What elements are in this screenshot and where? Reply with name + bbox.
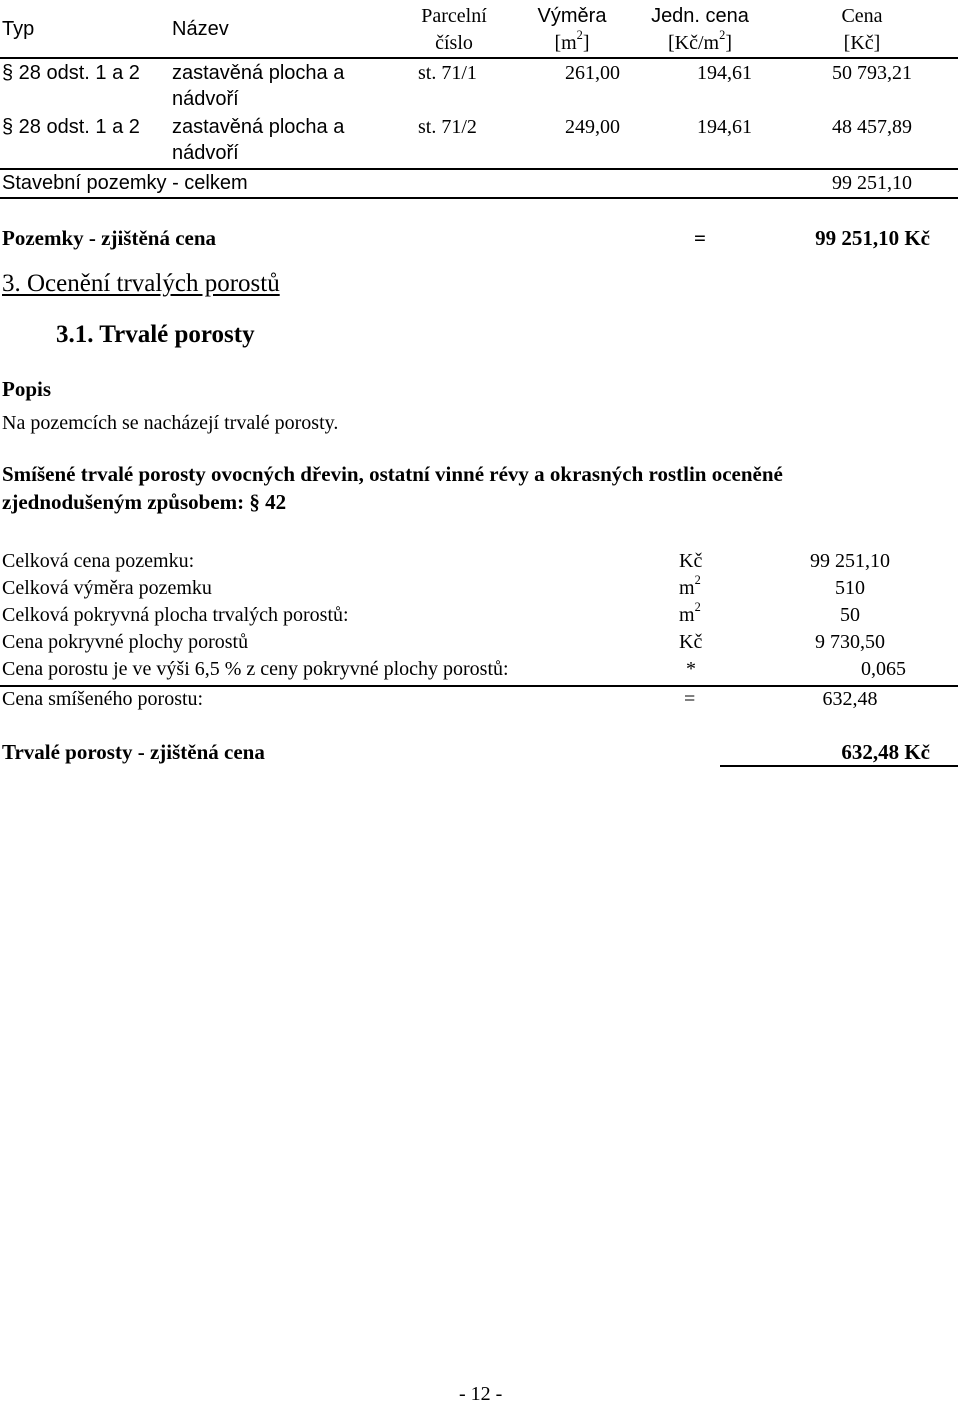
calc-row4-value: 9 730,50 [815, 631, 885, 653]
calc-row4-label: Cena pokryvné plochy porostů [2, 631, 249, 653]
header-jedn-cena-line1: Jedn. cena [651, 5, 749, 27]
row2-typ: § 28 odst. 1 a 2 [2, 116, 140, 138]
calc-row1-value: 99 251,10 [810, 550, 890, 572]
porosty-price-value: 632,48 Kč [841, 740, 930, 764]
total-value: 99 251,10 [832, 172, 912, 194]
calc-result-eq: = [684, 688, 696, 710]
calc-row1-label: Celková cena pozemku: [2, 550, 195, 572]
row1-nazev-line2: nádvoří [172, 88, 239, 110]
land-price-value: 99 251,10 Kč [815, 226, 930, 250]
row2-cena: 48 457,89 [832, 116, 912, 138]
calc-row2-value: 510 [835, 577, 865, 599]
total-label: Stavební pozemky - celkem [2, 172, 248, 194]
header-typ: Typ [2, 18, 35, 40]
popis-text: Na pozemcích se nacházejí trvalé porosty. [2, 412, 339, 434]
popis-label: Popis [2, 377, 52, 401]
subsection-heading: 3.1. Trvalé porosty [56, 321, 255, 348]
calc-result-label: Cena smíšeného porostu: [2, 688, 204, 710]
header-jedn-cena-line2: $[Kč/m^2]$ [668, 28, 732, 54]
row1-vymera: 261,00 [565, 62, 620, 84]
rows-divider [0, 168, 958, 170]
porosty-price-underline [720, 765, 958, 767]
mixed-description-line2: zjednodušeným způsobem: § 42 [2, 490, 287, 514]
header-divider [0, 57, 958, 59]
row2-nazev-line2: nádvoří [172, 142, 239, 164]
calc-row3-label: Celková pokryvná plocha trvalých porostů: [2, 604, 349, 626]
calc-row1-unit: Kč [679, 550, 703, 572]
header-nazev: Název [172, 18, 229, 40]
header-cena-line1: Cena [841, 5, 883, 27]
row1-cena: 50 793,21 [832, 62, 912, 84]
calc-result-value: 632,48 [822, 688, 878, 710]
calc-row5-label: Cena porostu je ve výši 6,5 % z ceny pokryvné plochy porostů: [2, 658, 509, 680]
porosty-price-label: Trvalé porosty - zjištěná cena [2, 740, 265, 764]
mixed-description-line1: Smíšené trvalé porosty ovocných dřevin, ostatní vinné révy a okrasných rostlin oceněné [2, 462, 783, 486]
calc-row4-unit: Kč [679, 631, 703, 653]
row1-parcela: st. 71/1 [418, 62, 477, 84]
row2-nazev-line1: zastavěná plocha a [172, 116, 345, 138]
calc-row2-unit: $m^2$ [679, 573, 701, 599]
page-number: - 12 - [459, 1383, 503, 1405]
row2-jedn-cena: 194,61 [697, 116, 752, 138]
calc-row2-label: Celková výměra pozemku [2, 577, 212, 599]
header-parcelni-line1: Parcelní [421, 5, 487, 27]
total-divider [0, 197, 958, 199]
land-price-eq: = [694, 226, 706, 250]
calc-row5-unit: * [686, 658, 696, 680]
section-heading: 3. Ocenění trvalých porostů [2, 270, 280, 297]
header-parcelni-line2: číslo [435, 32, 473, 54]
header-vymera-line2: $[m^2]$ [554, 28, 590, 54]
header-cena-line2: [Kč] [843, 32, 881, 54]
row1-typ: § 28 odst. 1 a 2 [2, 62, 140, 84]
row1-nazev-line1: zastavěná plocha a [172, 62, 345, 84]
calc-row5-value: 0,065 [861, 658, 906, 680]
header-vymera-line1: Výměra [537, 5, 607, 27]
row2-vymera: 249,00 [565, 116, 620, 138]
calc-row3-value: 50 [840, 604, 860, 626]
calc-divider [0, 685, 958, 687]
row1-jedn-cena: 194,61 [697, 62, 752, 84]
row2-parcela: st. 71/2 [418, 116, 477, 138]
land-price-label: Pozemky - zjištěná cena [2, 226, 217, 250]
calc-row3-unit: $m^2$ [679, 600, 701, 626]
